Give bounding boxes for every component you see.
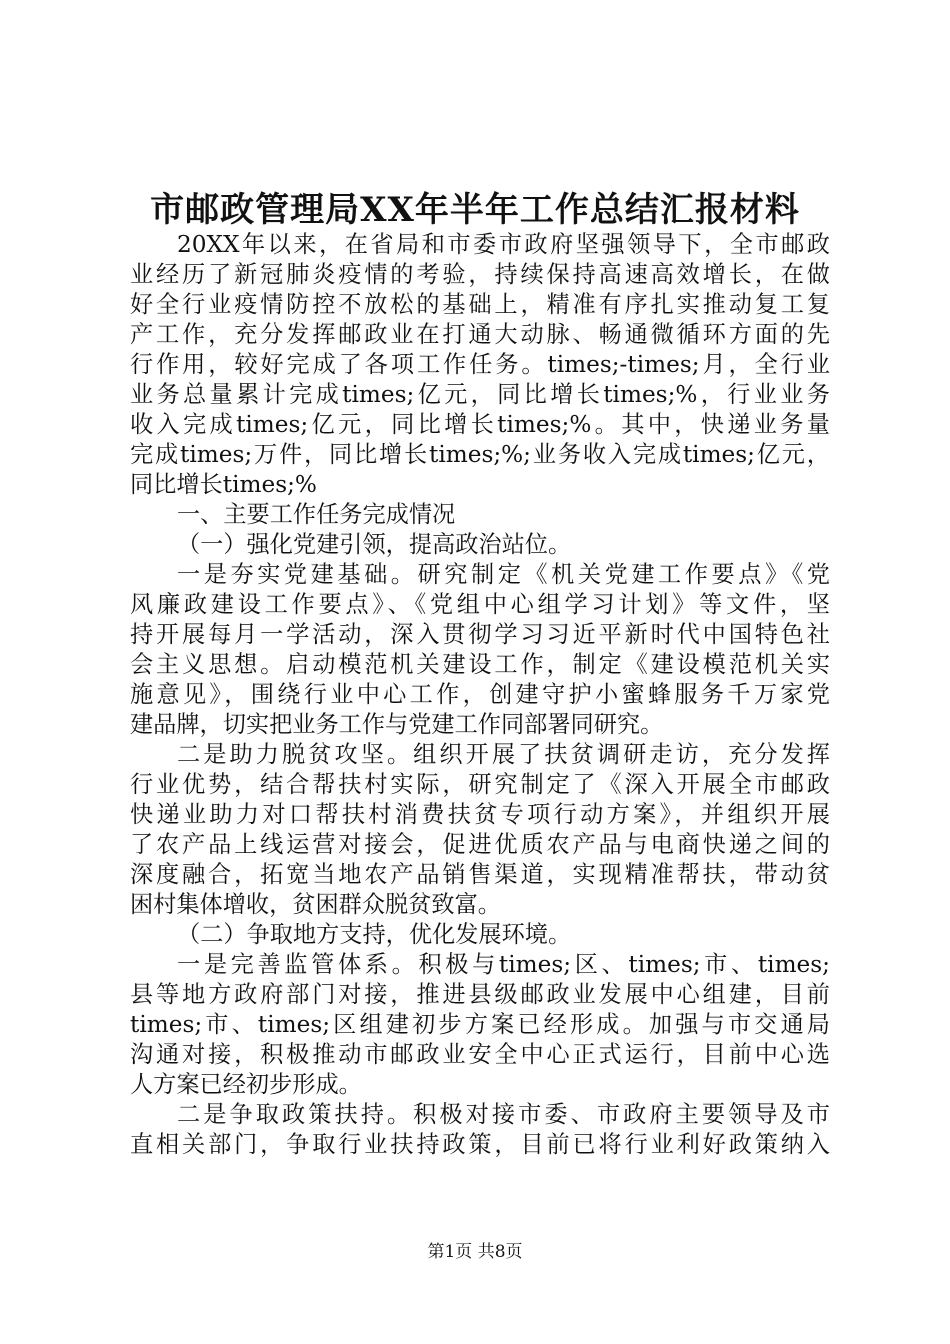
body-line: 收入完成times;亿元，同比增长times;%。其中，快递业务量 [130, 411, 830, 438]
body-line: 施意见》，围绕行业中心工作，创建守护小蜜蜂服务千万家党 [130, 681, 830, 708]
body-line: 一是完善监管体系。积极与times;区、times;市、times; [177, 951, 830, 978]
body-line: 深度融合，拓宽当地农产品销售渠道，实现精准帮扶，带动贫 [130, 861, 830, 888]
body-line: 会主义思想。启动模范机关建设工作，制定《建设模范机关实 [130, 651, 830, 678]
body-line: 产工作，充分发挥邮政业在打通大动脉、畅通微循环方面的先 [130, 321, 830, 348]
body-line: 完成times;万件，同比增长times;%;业务收入完成times;亿元， [130, 441, 830, 468]
body-line: 困村集体增收，贫困群众脱贫致富。 [130, 891, 501, 918]
body-line: 风廉政建设工作要点》、《党组中心组学习计划》等文件，坚 [130, 591, 830, 618]
body-line: 县等地方政府部门对接，推进县级邮政业发展中心组建，目前 [130, 981, 830, 1008]
body-line: 行作用，较好完成了各项工作任务。times;-times;月，全行业 [130, 351, 830, 378]
body-line: 快递业助力对口帮扶村消费扶贫专项行动方案》，并组织开展 [130, 801, 830, 828]
body-line: 二是助力脱贫攻坚。组织开展了扶贫调研走访，充分发挥 [177, 741, 830, 768]
body-line: 建品牌，切实把业务工作与党建工作同部署同研究。 [130, 711, 664, 738]
body-line: 沟通对接，积极推动市邮政业安全中心正式运行，目前中心选 [130, 1041, 830, 1068]
section-heading: 一、主要工作任务完成情况 [177, 501, 456, 528]
document-body [130, 230, 830, 1160]
body-line: 业务总量累计完成times;亿元，同比增长times;%，行业业务 [130, 381, 830, 408]
body-line: times;市、times;区组建初步方案已经形成。加强与市交通局 [130, 1011, 830, 1038]
body-line: 持开展每月一学活动，深入贯彻学习习近平新时代中国特色社 [130, 621, 830, 648]
body-line: 二是争取政策扶持。积极对接市委、市政府主要领导及市 [177, 1101, 830, 1128]
body-line: 一是夯实党建基础。研究制定《机关党建工作要点》《党 [177, 561, 830, 588]
body-line: 20XX年以来，在省局和市委市政府坚强领导下，全市邮政 [177, 231, 830, 258]
body-line: 好全行业疫情防控不放松的基础上，精准有序扎实推动复工复 [130, 291, 830, 318]
body-line: 直相关部门，争取行业扶持政策，目前已将行业利好政策纳入 [130, 1131, 830, 1158]
body-line: 了农产品上线运营对接会，促进优质农产品与电商快递之间的 [130, 831, 830, 858]
subsection-heading: （一）强化党建引领，提高政治站位。 [177, 531, 572, 558]
page-number-footer: 第1页 共8页 [427, 1242, 523, 1262]
subsection-heading: （二）争取地方支持，优化发展环境。 [177, 921, 572, 948]
body-line: 同比增长times;% [130, 471, 317, 498]
body-line: 行业优势，结合帮扶村实际，研究制定了《深入开展全市邮政 [130, 771, 830, 798]
document-title: 市邮政管理局XX年半年工作总结汇报材料 [150, 190, 800, 230]
body-line: 业经历了新冠肺炎疫情的考验，持续保持高速高效增长，在做 [130, 261, 830, 288]
body-line: 人方案已经初步形成。 [130, 1071, 362, 1098]
